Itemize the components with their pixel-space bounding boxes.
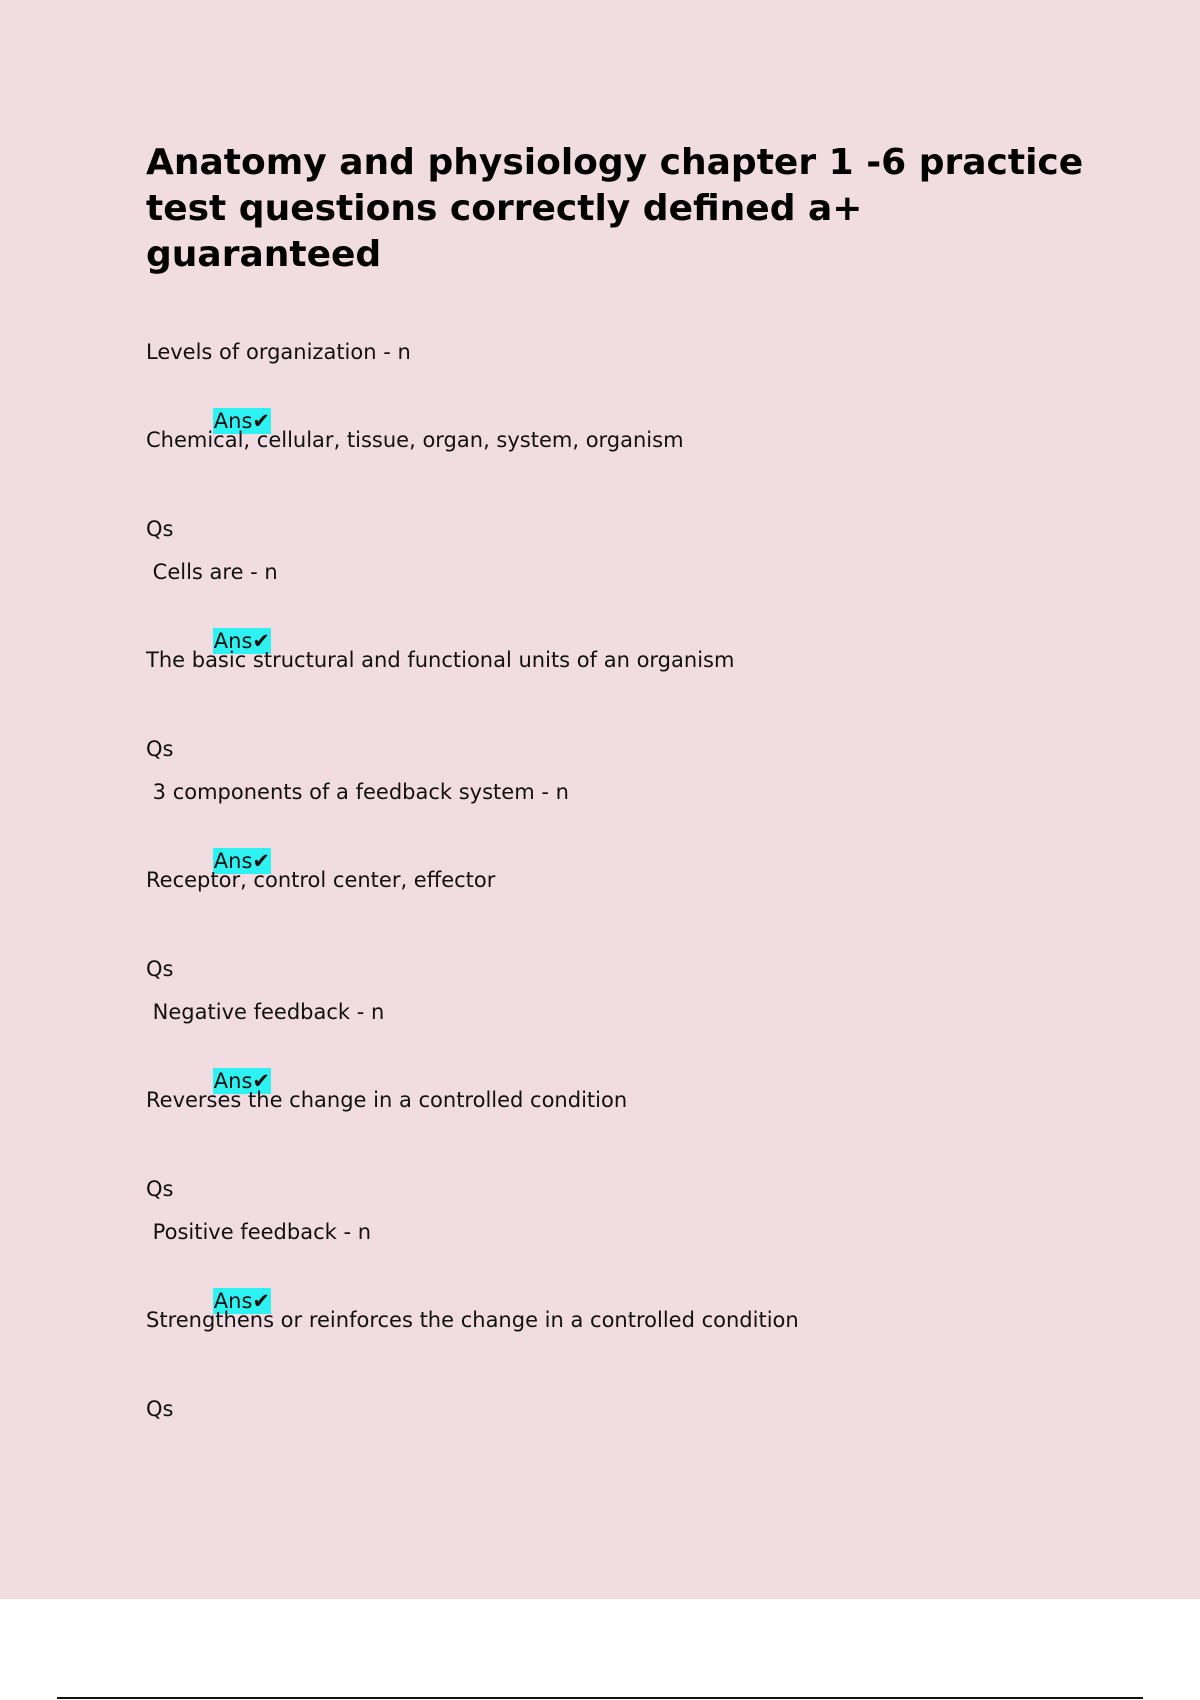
ans-badge: Ans✔ [213, 1069, 270, 1093]
ans-badge: Ans✔ [213, 849, 270, 873]
trailing-qs-label: Qs [146, 1397, 174, 1421]
ans-badge: Ans✔ [213, 409, 270, 433]
ans-badge: Ans✔ [213, 629, 270, 653]
question-text: Positive feedback - n [146, 1220, 372, 1244]
ans-row [146, 1044, 1086, 1093]
qa-item [146, 517, 1086, 672]
ans-row [146, 604, 1086, 653]
footer-divider [57, 1697, 1143, 1699]
ans-badge: Ans✔ [213, 1289, 270, 1313]
document-title: Anatomy and physiology chapter 1 -6 practice test questions correctly defined a+ guaranteed [146, 142, 1084, 275]
question-text: 3 components of a feedback system - n [146, 780, 569, 804]
question-text: Cells are - n [146, 560, 278, 584]
question-text: Levels of organization - n [146, 340, 411, 364]
qa-item [146, 1177, 1086, 1332]
document-content [146, 140, 1086, 1440]
qa-list [146, 340, 1086, 1421]
answer-text: The basic structural and functional units of an organism [146, 648, 735, 672]
qs-label: Qs [146, 1177, 174, 1201]
ans-row [146, 824, 1086, 873]
qa-item [146, 737, 1086, 892]
answer-text: Strengthens or reinforces the change in a controlled condition [146, 1308, 799, 1332]
answer-text: Chemical, cellular, tissue, organ, system, organism [146, 428, 684, 452]
ans-row [146, 1264, 1086, 1313]
question-text: Negative feedback - n [146, 1000, 385, 1024]
qs-label: Qs [146, 737, 174, 761]
answer-text: Reverses the change in a controlled condition [146, 1088, 628, 1112]
qs-label: Qs [146, 957, 174, 981]
answer-text: Receptor, control center, effector [146, 868, 496, 892]
qa-item [146, 957, 1086, 1112]
qs-label: Qs [146, 517, 174, 541]
qa-item [146, 340, 1086, 452]
ans-row [146, 384, 1086, 433]
